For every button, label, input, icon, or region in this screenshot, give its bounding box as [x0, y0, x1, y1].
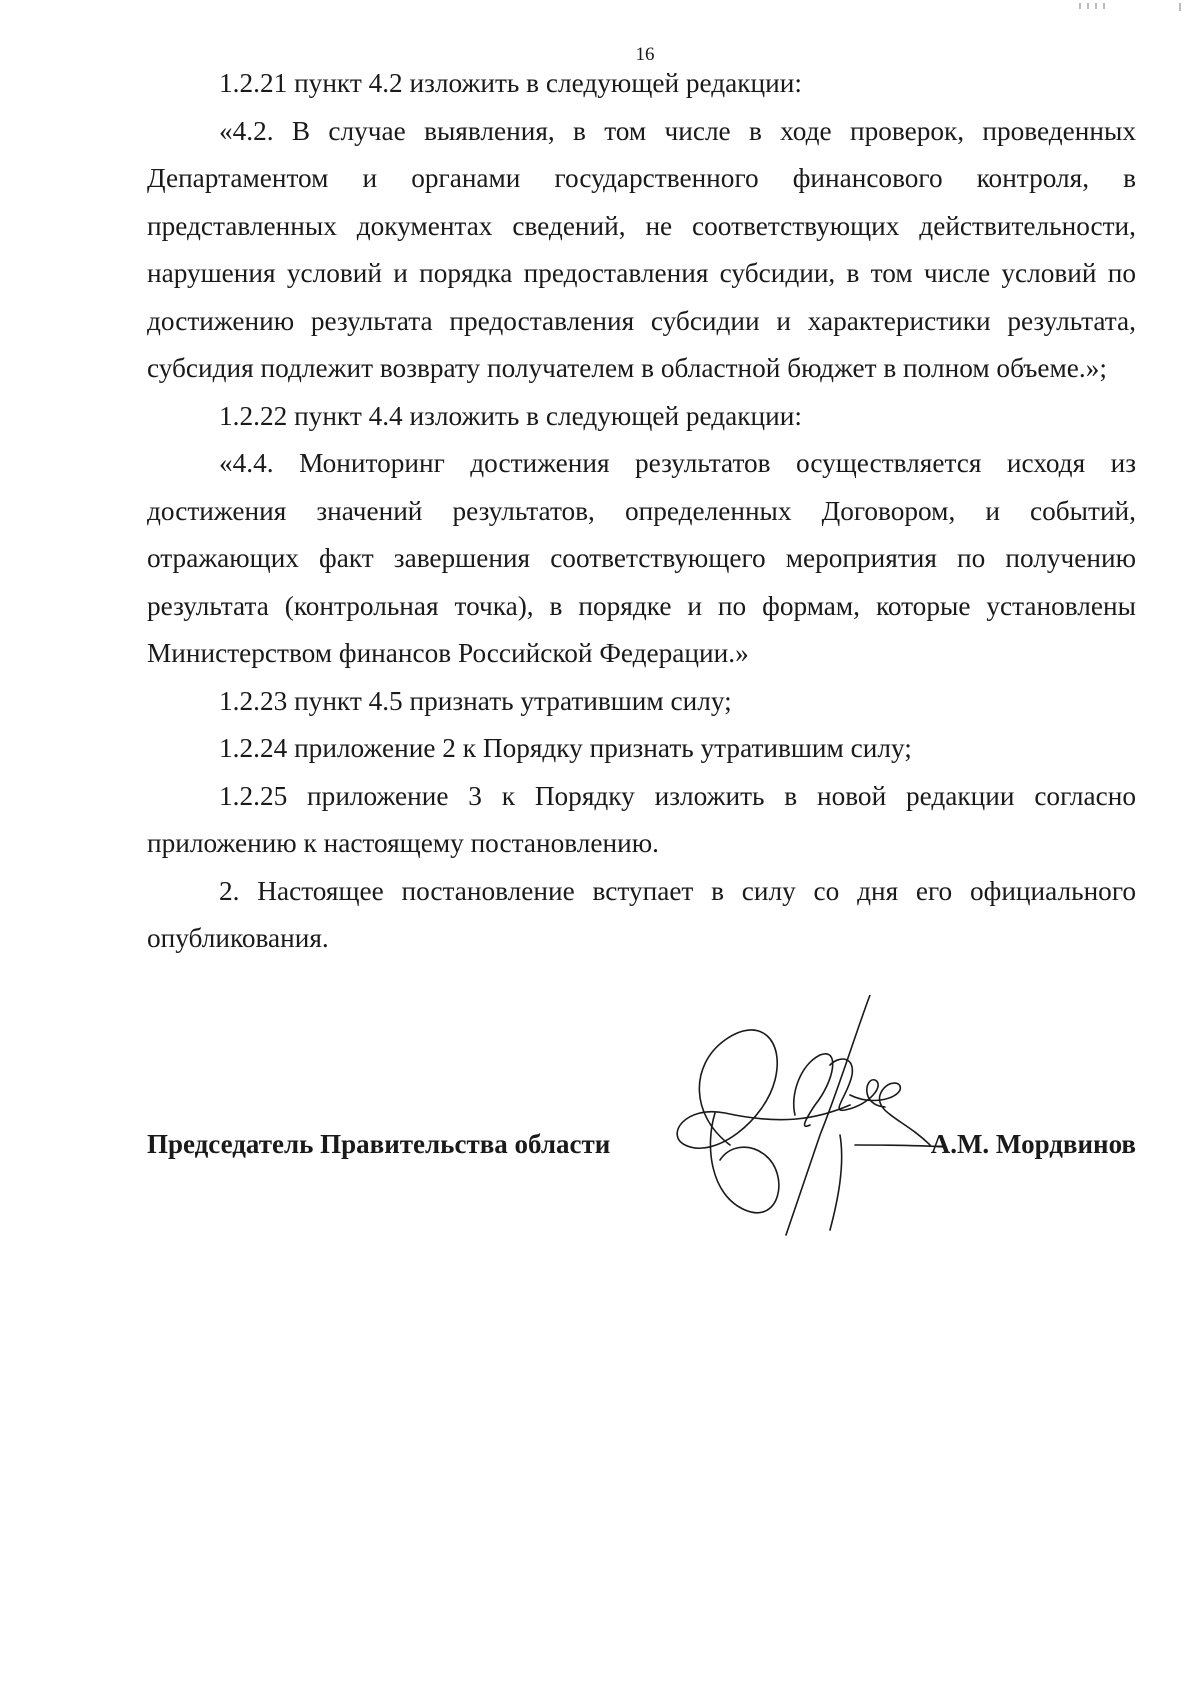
scan-edge-marks [1060, 0, 1190, 10]
signature-block [147, 1125, 1136, 1175]
paragraph-1-2-21: 1.2.21 пункт 4.2 изложить в следующей редакции: [219, 68, 802, 98]
paragraph-2: 2. Настоящее постановление вступает в силу со дня его официального опубликования. [147, 875, 1136, 953]
signatory-name: А.М. Мордвинов [930, 1129, 1136, 1159]
paragraph-1-2-23: 1.2.23 пункт 4.5 признать утратившим силу; [219, 685, 732, 716]
document-body [147, 60, 1136, 963]
paragraph-1-2-24: 1.2.24 приложение 2 к Порядку признать утратившим силу; [219, 733, 912, 763]
signatory-title: Председатель Правительства области [147, 1129, 611, 1159]
paragraph-4-2-text: «4.2. В случае выявления, в том числе в ходе проверок, проведенных Департаментом и органами государственного финансового контроля, в представленных документах сведений, не соответствующих действительности, нарушения условий и порядка предоставления субсидии, в том числе условий по достижению результата предоставления субсидии и характеристики результата, субсидия подлежит возврату получателем в областной бюджет в полном объеме.»; [147, 115, 1136, 383]
page-number: 16 [635, 44, 655, 65]
handwritten-signature [670, 995, 950, 1245]
paragraph-1-2-25: 1.2.25 приложение 3 к Порядку изложить в новой редакции согласно приложению к настоящему постановлению. [147, 780, 1136, 858]
paragraph-4-4-text: «4.4. Мониторинг достижения результатов осуществляется исходя из достижения значений результатов, определенных Договором, и событий, отражающих факт завершения соответствующего мероприятия по получению результата (контрольная точка), в порядке и по формам, которые установлены Министерством финансов Российской Федерации.» [147, 448, 1136, 668]
paragraph-1-2-22: 1.2.22 пункт 4.4 изложить в следующей редакции: [219, 400, 802, 431]
